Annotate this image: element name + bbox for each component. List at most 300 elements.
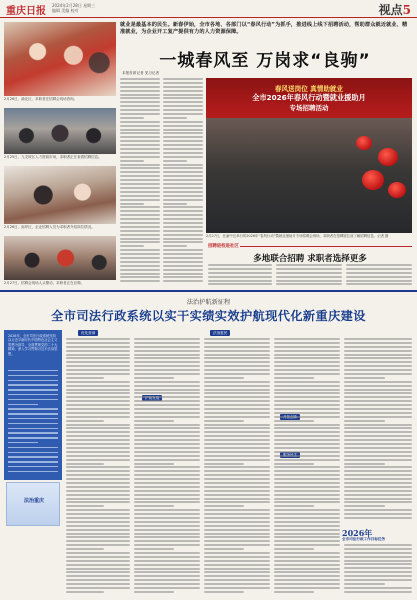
- text-line: [120, 148, 160, 150]
- text-line: [344, 494, 412, 496]
- text-line: [120, 183, 160, 185]
- text-line: [344, 455, 412, 457]
- text-line: [344, 563, 412, 565]
- text-line: [66, 575, 130, 577]
- story-photo-4: [4, 236, 116, 280]
- text-line: [66, 412, 130, 414]
- text-line: [163, 136, 203, 138]
- story-lede: 就业是最基本的民生。新春伊始，全市各地、各部门以“春风行动”为抓手，推进线上线下招聘活动，帮助群众就近就业、精准就业，为企业开工复产提供有力的人力资源保障。: [120, 22, 408, 35]
- sidebar-text-line: [8, 466, 58, 467]
- text-line: [274, 587, 340, 589]
- sidebar-text-line: [8, 471, 58, 472]
- job-fair-banner-photo: [206, 78, 412, 233]
- text-line: [274, 513, 340, 515]
- text-line: [134, 498, 200, 500]
- text-line: [120, 241, 160, 243]
- sidebar-text-line: [8, 437, 58, 438]
- text-line: [66, 556, 130, 558]
- text-line: [120, 187, 160, 189]
- text-line: [274, 560, 340, 562]
- text-line: [163, 269, 203, 271]
- text-line: [66, 478, 130, 480]
- text-line: [66, 560, 130, 562]
- sidebar-text-line: [8, 384, 58, 385]
- text-line: [120, 105, 160, 107]
- text-line: [274, 416, 340, 418]
- text-line: [120, 90, 160, 92]
- text-line: [163, 210, 203, 212]
- text-line: [204, 392, 270, 394]
- text-line: [204, 381, 270, 383]
- text-line: [274, 357, 340, 359]
- text-line: [204, 346, 270, 348]
- text-line: [120, 276, 160, 278]
- text-line: [204, 501, 270, 503]
- text-line: [204, 350, 270, 352]
- text-line: [274, 365, 340, 367]
- feature-body-column-5: [344, 338, 412, 524]
- text-line: [120, 226, 160, 228]
- text-line: [274, 591, 314, 593]
- text-line: [120, 257, 160, 259]
- text-line: [344, 451, 412, 453]
- sidebar-text-line: [8, 461, 58, 462]
- sidebar-text-line: [8, 375, 58, 376]
- text-line: [274, 486, 340, 488]
- text-line: [134, 525, 200, 527]
- text-line: [120, 101, 160, 103]
- story-body-column-3: [208, 264, 272, 288]
- story-photo-1: [4, 22, 116, 96]
- feature-kicker: 法治护航新征程: [186, 299, 231, 306]
- sidebar-text-line: [8, 452, 58, 453]
- text-line: [204, 548, 244, 550]
- text-line: [344, 560, 412, 562]
- text-line: [344, 459, 412, 461]
- text-line: [274, 431, 340, 433]
- text-line: [274, 373, 340, 375]
- text-line: [66, 459, 130, 461]
- text-line: [274, 517, 340, 519]
- text-line: [163, 261, 203, 263]
- text-line: [120, 117, 144, 119]
- text-line: [134, 342, 200, 344]
- text-line: [274, 540, 340, 542]
- text-line: [66, 521, 130, 523]
- text-line: [163, 280, 203, 282]
- text-line: [66, 540, 130, 542]
- text-line: [274, 525, 340, 527]
- text-line: [120, 234, 160, 236]
- text-line: [344, 377, 385, 379]
- text-line: [274, 536, 340, 538]
- text-line: [120, 238, 160, 240]
- text-line: [120, 273, 160, 275]
- text-line: [276, 283, 342, 285]
- text-line: [66, 424, 130, 426]
- text-line: [344, 498, 412, 500]
- text-line: [134, 587, 200, 589]
- text-line: [134, 501, 200, 503]
- text-line: [274, 377, 314, 379]
- text-line: [204, 525, 270, 527]
- text-line: [346, 272, 412, 274]
- text-line: [344, 548, 412, 550]
- text-line: [163, 230, 203, 232]
- text-line: [134, 338, 200, 340]
- text-line: [163, 94, 203, 96]
- text-line: [274, 474, 340, 476]
- text-line: [274, 427, 340, 429]
- text-line: [204, 517, 270, 519]
- text-line: [120, 179, 160, 181]
- text-line: [344, 587, 412, 589]
- text-line: [204, 478, 270, 480]
- text-line: [134, 490, 200, 492]
- text-line: [66, 486, 130, 488]
- text-line: [66, 420, 104, 422]
- text-line: [204, 552, 270, 554]
- text-line: [344, 381, 412, 383]
- text-line: [134, 400, 200, 402]
- issue-meta: [52, 3, 95, 13]
- text-line: [134, 427, 200, 429]
- sidebar-text-line: [8, 370, 58, 371]
- text-line: [134, 505, 174, 507]
- text-line: [134, 373, 200, 375]
- text-line: [134, 455, 200, 457]
- text-line: [134, 451, 200, 453]
- text-line: [274, 579, 340, 581]
- text-line: [134, 404, 200, 406]
- text-line: [120, 144, 160, 146]
- text-line: [163, 121, 203, 123]
- text-line: [66, 354, 130, 356]
- text-line: [344, 350, 412, 352]
- text-line: [134, 377, 174, 379]
- sidebar-text-line: [8, 404, 38, 405]
- text-line: [344, 463, 385, 465]
- text-line: [163, 234, 203, 236]
- text-line: [163, 148, 203, 150]
- text-line: [204, 556, 270, 558]
- text-line: [134, 536, 200, 538]
- text-line: [66, 451, 130, 453]
- text-line: [274, 435, 340, 437]
- text-line: [274, 361, 340, 363]
- text-line: [344, 435, 412, 437]
- text-line: [66, 513, 130, 515]
- story-headline: 一城春风至 万岗求“良驹”: [159, 51, 371, 71]
- text-line: [204, 575, 270, 577]
- year-badge-year: 2026年: [342, 528, 373, 538]
- text-line: [274, 459, 340, 461]
- text-line: [134, 431, 200, 433]
- text-line: [274, 389, 340, 391]
- text-line: [344, 361, 412, 363]
- text-line: [134, 392, 200, 394]
- text-line: [346, 268, 412, 270]
- text-line: [344, 396, 412, 398]
- sidebar-text-line: [8, 432, 58, 433]
- text-line: [66, 365, 130, 367]
- text-line: [204, 498, 270, 500]
- text-line: [274, 544, 340, 546]
- text-line: [134, 420, 174, 422]
- text-line: [66, 431, 130, 433]
- text-line: [120, 203, 144, 205]
- sidebar-text-line: [8, 408, 58, 409]
- lantern-icon: [378, 148, 398, 166]
- text-line: [120, 121, 160, 123]
- sidebar-text-line: [8, 399, 58, 400]
- text-line: [346, 264, 412, 266]
- text-line: [274, 509, 340, 511]
- text-line: [66, 350, 130, 352]
- text-line: [120, 78, 160, 80]
- photo-caption-3: 2月26日，南岸区，企业招聘人员为求职者介绍岗位情况。: [4, 225, 95, 229]
- text-line: [276, 272, 342, 274]
- text-line: [66, 361, 130, 363]
- text-line: [204, 361, 270, 363]
- text-line: [163, 97, 203, 99]
- sidebar-text-line: [8, 442, 38, 443]
- text-line: [204, 357, 270, 359]
- text-line: [120, 195, 160, 197]
- text-line: [274, 575, 340, 577]
- text-line: [134, 494, 200, 496]
- section-title: [379, 1, 411, 18]
- text-line: [120, 206, 160, 208]
- feature-headline: 全市司法行政系统以实干实绩实效护航现代化新重庆建设: [51, 309, 366, 323]
- text-line: [66, 455, 130, 457]
- text-line: [134, 346, 200, 348]
- text-line: [344, 447, 412, 449]
- text-line: [120, 94, 160, 96]
- text-line: [66, 389, 130, 391]
- feature-body-column-6: [344, 544, 412, 596]
- text-line: [344, 571, 412, 573]
- issue-date: 2024年2月28日 星期三: [52, 3, 96, 8]
- text-line: [163, 265, 203, 267]
- text-line: [163, 171, 203, 173]
- text-line: [134, 564, 200, 566]
- feature-body-column-2: [134, 338, 200, 596]
- text-line: [120, 222, 160, 224]
- text-line: [134, 412, 200, 414]
- sidebar-lead: 2026年，全市司法行政系统坚持以习近平新时代中国特色社会主义思想为指导，全面贯彻党的二十大精神，深入学习贯彻习近平法治思想。: [8, 334, 58, 356]
- section-tag-3: 法治惠民: [210, 330, 230, 336]
- text-line: [163, 113, 203, 115]
- photo-caption-1: 2月26日，渝北区，求职者在招聘会现场咨询。: [4, 97, 78, 101]
- text-line: [274, 455, 340, 457]
- text-line: [120, 132, 160, 134]
- text-line: [120, 261, 160, 263]
- text-line: [120, 265, 160, 267]
- text-line: [163, 82, 203, 84]
- text-line: [204, 482, 270, 484]
- subhead-label: 招聘进校进社区: [208, 244, 239, 249]
- text-line: [120, 86, 160, 88]
- text-line: [344, 478, 412, 480]
- text-line: [274, 451, 340, 453]
- text-line: [344, 369, 412, 371]
- text-line: [163, 105, 203, 107]
- text-line: [120, 129, 160, 131]
- text-line: [274, 505, 314, 507]
- text-line: [66, 571, 130, 573]
- text-line: [274, 466, 340, 468]
- text-line: [204, 447, 270, 449]
- text-line: [204, 463, 244, 465]
- text-line: [344, 389, 412, 391]
- text-line: [163, 187, 203, 189]
- text-line: [134, 591, 174, 593]
- text-line: [120, 109, 160, 111]
- text-line: [344, 392, 412, 394]
- text-line: [134, 540, 200, 542]
- story-photo-2: [4, 108, 116, 154]
- text-line: [134, 466, 200, 468]
- text-line: [134, 381, 200, 383]
- text-line: [66, 447, 130, 449]
- text-line: [274, 443, 340, 445]
- text-line: [163, 125, 203, 127]
- text-line: [134, 350, 200, 352]
- text-line: [346, 283, 412, 285]
- feature-sidebar: [4, 330, 62, 480]
- text-line: [344, 439, 412, 441]
- text-line: [204, 466, 270, 468]
- text-line: [204, 389, 270, 391]
- text-line: [66, 490, 130, 492]
- text-line: [134, 357, 200, 359]
- sidebar-text-line: [8, 428, 58, 429]
- text-line: [134, 583, 200, 585]
- text-line: [66, 342, 130, 344]
- text-line: [344, 373, 412, 375]
- text-line: [204, 400, 270, 402]
- text-line: [274, 521, 340, 523]
- text-line: [274, 552, 340, 554]
- text-line: [344, 509, 412, 511]
- text-line: [204, 533, 270, 535]
- text-line: [134, 385, 200, 387]
- text-line: [66, 369, 130, 371]
- text-line: [344, 517, 412, 519]
- text-line: [204, 385, 270, 387]
- text-line: [204, 564, 270, 566]
- text-line: [163, 257, 203, 259]
- text-line: [274, 498, 340, 500]
- lantern-icon: [356, 136, 372, 150]
- text-line: [204, 544, 270, 546]
- feature-body-column-1: [66, 338, 130, 596]
- text-line: [344, 505, 385, 507]
- text-line: [208, 268, 272, 270]
- text-line: [204, 338, 270, 340]
- text-line: [134, 389, 200, 391]
- text-line: [344, 474, 412, 476]
- text-line: [120, 253, 160, 255]
- text-line: [344, 466, 412, 468]
- text-line: [134, 579, 200, 581]
- text-line: [274, 478, 340, 480]
- text-line: [274, 533, 340, 535]
- text-line: [344, 420, 385, 422]
- text-line: [120, 218, 160, 220]
- newspaper-logo: 重庆日报: [6, 6, 46, 17]
- text-line: [274, 490, 340, 492]
- text-line: [163, 156, 203, 158]
- text-line: [120, 140, 160, 142]
- lantern-icon: [388, 182, 406, 198]
- text-line: [208, 272, 272, 274]
- text-line: [204, 529, 270, 531]
- text-line: [163, 129, 203, 131]
- text-line: [204, 342, 270, 344]
- text-line: [344, 404, 412, 406]
- text-line: [66, 377, 104, 379]
- text-line: [274, 548, 314, 550]
- text-line: [66, 408, 130, 410]
- text-line: [204, 420, 244, 422]
- feature-body-column-3: [204, 338, 270, 596]
- text-line: [204, 369, 270, 371]
- text-line: [66, 591, 104, 593]
- sidebar-text-line: [8, 380, 58, 381]
- text-line: [344, 552, 412, 554]
- text-line: [163, 226, 203, 228]
- text-line: [163, 195, 203, 197]
- text-line: [163, 152, 203, 154]
- text-line: [163, 132, 203, 134]
- text-line: [134, 552, 200, 554]
- text-line: [204, 435, 270, 437]
- text-line: [344, 486, 412, 488]
- text-line: [134, 571, 200, 573]
- story-photo-3: [4, 166, 116, 224]
- text-line: [134, 354, 200, 356]
- text-line: [204, 416, 270, 418]
- text-line: [134, 521, 200, 523]
- text-line: [134, 509, 200, 511]
- text-line: [274, 381, 340, 383]
- text-line: [344, 490, 412, 492]
- text-line: [276, 264, 342, 266]
- text-line: [163, 273, 203, 275]
- text-line: [134, 447, 200, 449]
- text-line: [120, 156, 160, 158]
- text-line: [274, 470, 340, 472]
- text-line: [163, 245, 187, 247]
- text-line: [66, 579, 130, 581]
- text-line: [204, 408, 270, 410]
- text-line: [134, 470, 200, 472]
- text-line: [134, 482, 200, 484]
- sidebar-text-line: [8, 413, 58, 414]
- text-line: [276, 280, 342, 282]
- text-line: [66, 346, 130, 348]
- text-line: [276, 276, 342, 278]
- text-line: [204, 455, 270, 457]
- text-line: [344, 385, 412, 387]
- text-line: [163, 183, 203, 185]
- text-line: [163, 203, 187, 205]
- text-line: [344, 365, 412, 367]
- text-line: [134, 544, 200, 546]
- text-line: [66, 536, 130, 538]
